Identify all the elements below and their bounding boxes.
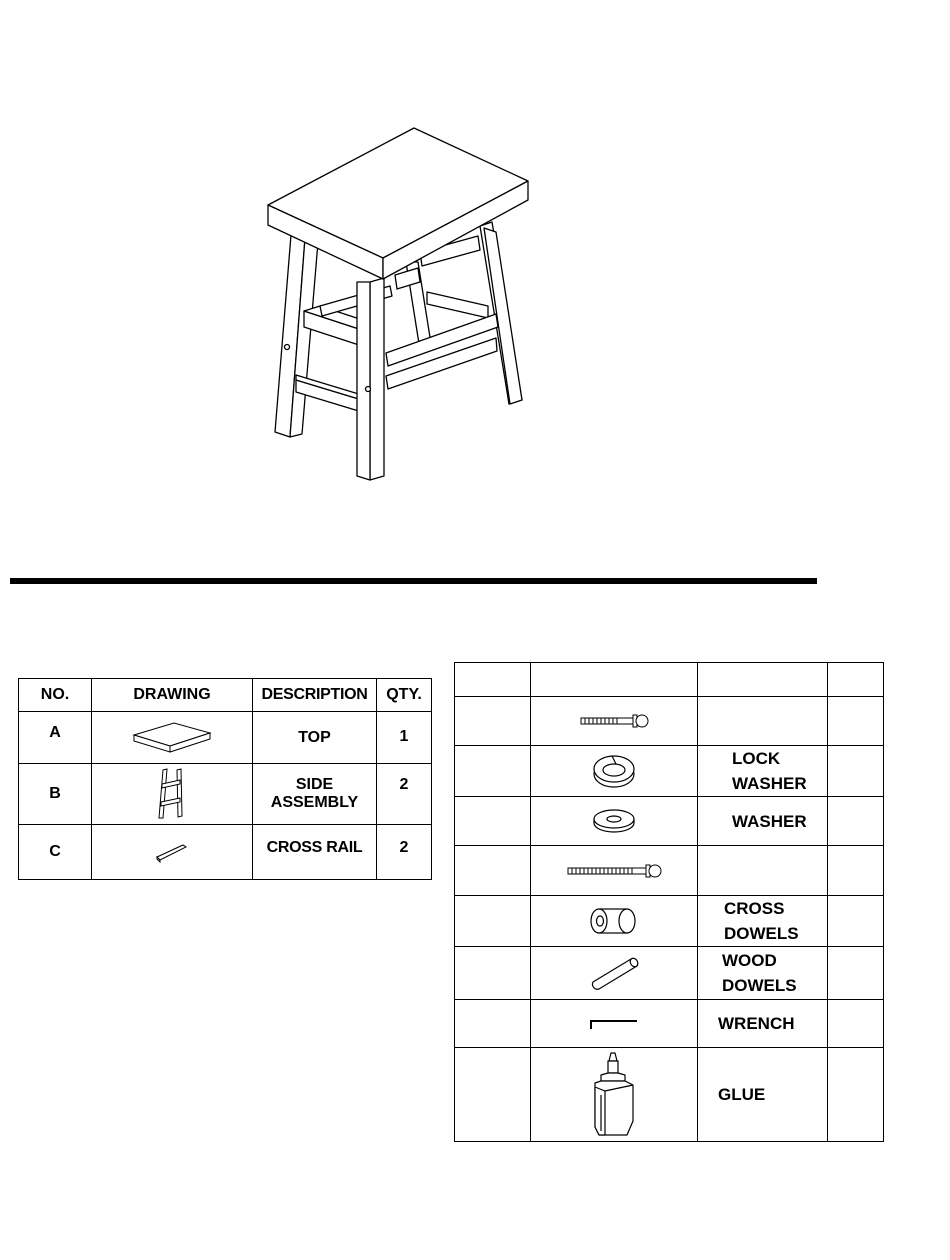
hardware-drawing (531, 1000, 698, 1048)
header-drawing: DRAWING (92, 679, 253, 712)
hardware-row (455, 746, 884, 797)
part-qty: 2 (377, 764, 432, 825)
lock-washer-icon (592, 752, 636, 790)
hardware-description (698, 697, 828, 746)
hardware-qty (828, 746, 884, 797)
hardware-row (455, 1048, 884, 1142)
hardware-no (455, 947, 531, 1000)
rail-icon (155, 841, 189, 863)
hardware-qty (828, 896, 884, 947)
part-drawing (92, 825, 253, 880)
part-description (253, 764, 377, 825)
description-line: GLUE (718, 1085, 766, 1104)
section-divider (10, 578, 817, 584)
hardware-header-qty (828, 663, 884, 697)
description-line: ASSEMBLY (270, 794, 359, 811)
hardware-header-row (455, 663, 884, 697)
part-no: C (19, 825, 92, 880)
hardware-description (698, 947, 828, 1000)
hardware-row (455, 797, 884, 846)
part-row-c (19, 825, 432, 880)
hardware-row (455, 896, 884, 947)
hardware-description (698, 797, 828, 846)
hardware-qty (828, 1000, 884, 1048)
hardware-no (455, 846, 531, 896)
part-drawing (92, 764, 253, 825)
allen-wrench-icon (588, 1017, 640, 1031)
hardware-description (698, 896, 828, 947)
hardware-row (455, 947, 884, 1000)
hardware-qty (828, 846, 884, 896)
parts-table (18, 678, 432, 880)
hardware-no (455, 1000, 531, 1048)
header-description: DESCRIPTION (253, 679, 377, 712)
part-row-b (19, 764, 432, 825)
part-qty: 2 (377, 825, 432, 880)
hardware-description (698, 846, 828, 896)
description-line: WASHER (732, 774, 807, 793)
hardware-description (698, 1000, 828, 1048)
side-assembly-icon (157, 768, 187, 820)
hardware-qty (828, 697, 884, 746)
part-drawing (92, 712, 253, 764)
description-line: WOOD (722, 951, 777, 970)
hardware-no (455, 1048, 531, 1142)
hardware-drawing (531, 1048, 698, 1142)
hardware-drawing (531, 746, 698, 797)
hardware-table (454, 662, 884, 1142)
hardware-header-drawing (531, 663, 698, 697)
board-icon (132, 721, 212, 755)
hardware-header-description (698, 663, 828, 697)
hardware-drawing (531, 896, 698, 947)
washer-icon (591, 808, 637, 834)
hardware-drawing (531, 947, 698, 1000)
long-bolt-icon (566, 863, 662, 879)
description-line: SIDE (295, 776, 334, 793)
hardware-row (455, 697, 884, 746)
hardware-description (698, 746, 828, 797)
hardware-no (455, 797, 531, 846)
short-bolt-icon (579, 713, 649, 729)
header-qty: QTY. (377, 679, 432, 712)
hardware-row (455, 846, 884, 896)
hardware-no (455, 896, 531, 947)
description-line: DOWELS (724, 924, 799, 943)
hardware-row (455, 1000, 884, 1048)
hardware-no (455, 697, 531, 746)
hardware-header-no (455, 663, 531, 697)
part-description: CROSS RAIL (253, 825, 377, 880)
hardware-qty (828, 947, 884, 1000)
wood-dowel-icon (587, 954, 641, 992)
hardware-drawing (531, 797, 698, 846)
description-line: WRENCH (718, 1014, 795, 1033)
part-description: TOP (253, 712, 377, 764)
part-no: A (19, 712, 92, 764)
hardware-qty (828, 1048, 884, 1142)
part-no: B (19, 764, 92, 825)
hardware-drawing (531, 697, 698, 746)
hardware-qty (828, 797, 884, 846)
description-line: WASHER (732, 811, 807, 831)
hardware-description (698, 1048, 828, 1142)
stool-illustration (262, 122, 532, 484)
description-line: CROSS (724, 899, 785, 918)
parts-header-row (19, 679, 432, 712)
part-row-a (19, 712, 432, 764)
description-line: DOWELS (722, 976, 797, 995)
description-line: LOCK (732, 749, 781, 768)
hardware-drawing (531, 846, 698, 896)
cross-dowel-icon (589, 906, 639, 936)
glue-bottle-icon (589, 1051, 639, 1139)
header-no: NO. (19, 679, 92, 712)
hardware-no (455, 746, 531, 797)
part-qty: 1 (377, 712, 432, 764)
